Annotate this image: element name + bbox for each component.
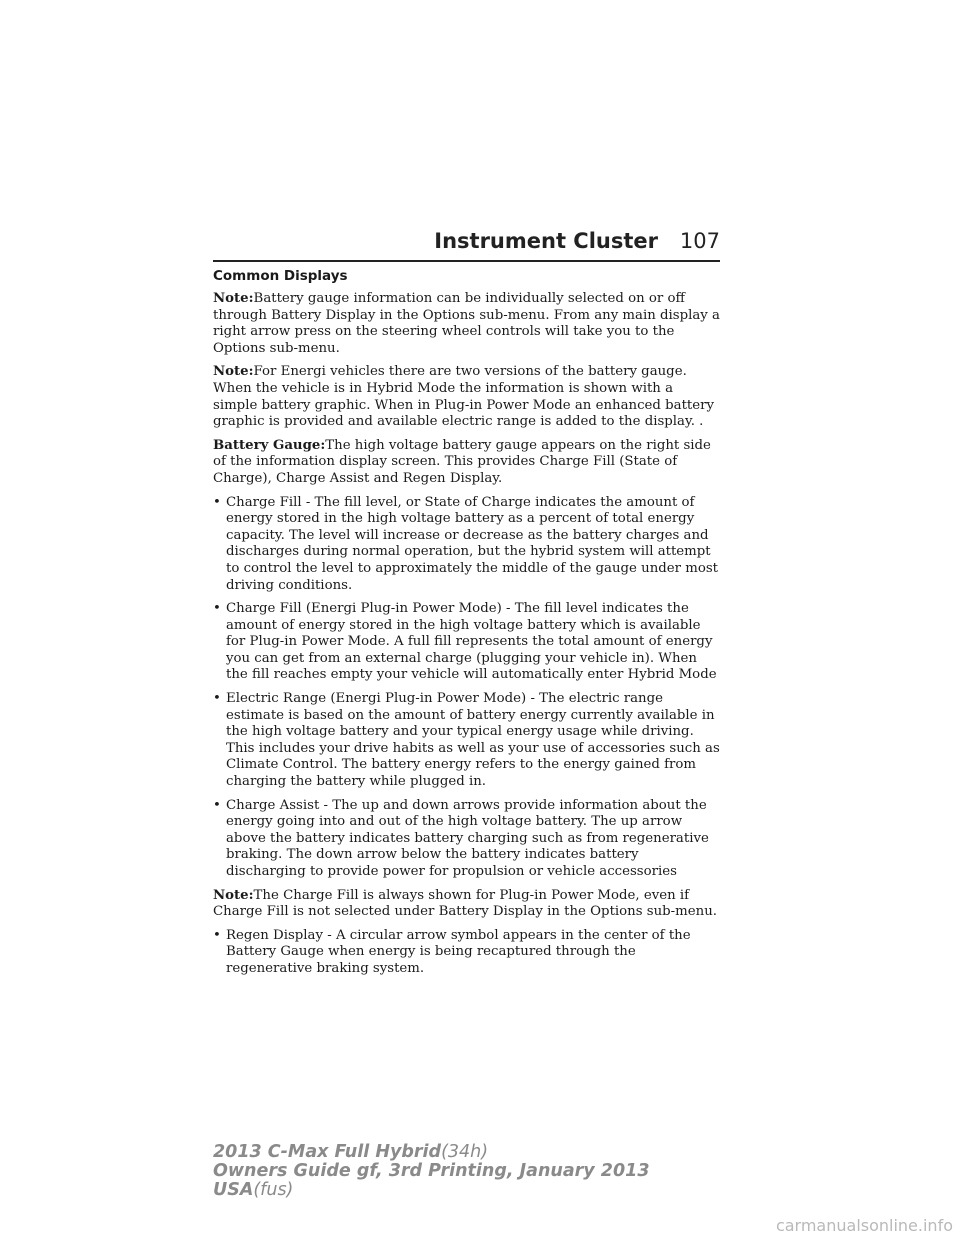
list-item	[213, 691, 720, 791]
bullet-list	[213, 495, 720, 881]
battery-gauge-paragraph	[213, 438, 720, 488]
bullet-icon: •	[213, 927, 221, 943]
note-paragraph	[213, 291, 720, 357]
bullet-list	[213, 928, 720, 978]
footer-market-code: (fus)	[253, 1180, 294, 1200]
note-label: Note:	[213, 291, 254, 306]
footer-code: (34h)	[441, 1142, 489, 1162]
list-item-text: Electric Range (Energi Plug-in Power Mode) - The electric range estimate is based on the amount of battery energy currently available in the high voltage battery and your typical energy usage while driving. This includes your drive habits as well as your use of accessories such as Climate Control. The battery energy refers to the energy gained from charging the battery while plugged in.	[226, 691, 720, 790]
bullet-icon: •	[213, 601, 221, 617]
list-item-text: Charge Fill - The fill level, or State of Charge indicates the amount of energy stored in the high voltage battery as a percent of total energy capacity. The level will increase or decrease as the battery charges and discharges during normal operation, but the hybrid system will attempt to control the level to approximately the middle of the gauge under most driving conditions.	[226, 494, 719, 593]
chapter-title: Instrument Cluster	[434, 229, 658, 253]
battery-gauge-label: Battery Gauge:	[213, 437, 326, 453]
bullet-icon: •	[213, 494, 221, 510]
note-text: The Charge Fill is always shown for Plug-in Power Mode, even if Charge Fill is not selected under Battery Display in the Options sub-menu.	[213, 887, 718, 920]
list-item-text: Charge Assist - The up and down arrows provide information about the energy going into and out of the high voltage battery. The up arrow above the battery indicates battery charging such as from regenerative braking. The down arrow below the battery indicates battery discharging to provide power for propulsion or vehicle accessories	[226, 797, 709, 879]
footer-line	[213, 1181, 650, 1200]
page-header	[213, 229, 720, 261]
list-item	[213, 928, 720, 978]
note-paragraph	[213, 364, 720, 430]
battery-gauge-text: The high voltage battery gauge appears on the right side of the information display screen. This provides Charge Fill (State of Charge), Charge Assist and Regen Display.	[213, 437, 711, 486]
note-label: Note:	[213, 887, 254, 903]
footer-line: Owners Guide gf, 3rd Printing, January 2013	[213, 1161, 650, 1181]
footer-line	[213, 1143, 650, 1162]
note-text: For Energi vehicles there are two versions of the battery gauge. When the vehicle is in Hybrid Mode the information is shown with a simple battery graphic. When in Plug-in Power Mode an enhanced battery graphic is provided and available electric range is added to the display. .	[213, 364, 715, 430]
note-paragraph	[213, 888, 720, 921]
list-item	[213, 495, 720, 595]
bullet-icon: •	[213, 691, 221, 707]
section-title: Common Displays	[213, 268, 348, 284]
page-number: 107	[679, 229, 720, 253]
list-item-text: Regen Display - A circular arrow symbol appears in the center of the Battery Gauge when energy is being recaptured through the regenerative braking system.	[226, 927, 691, 976]
note-text: Battery gauge information can be individually selected on or off through Battery Display in the Options sub-menu. From any main display a right arrow press on the steering wheel controls will take you to the Options sub-menu.	[213, 291, 720, 356]
bullet-icon: •	[213, 797, 221, 813]
footer-market: USA	[213, 1180, 254, 1200]
watermark: carmanualsonline.info	[775, 1216, 953, 1235]
header-divider	[213, 260, 720, 262]
list-item-text: Charge Fill (Energi Plug-in Power Mode) - The fill level indicates the amount of energy stored in the high voltage battery which is available for Plug-in Power Mode. A full fill represents the total amount of energy you can get from an external charge (plugging your vehicle in). When the fill reaches empty your vehicle will automatically enter Hybrid Mode	[226, 601, 717, 683]
footer-model: 2013 C-Max Full Hybrid	[213, 1142, 442, 1162]
page-footer	[213, 1143, 650, 1200]
note-label: Note:	[213, 364, 254, 380]
list-item	[213, 798, 720, 881]
list-item	[213, 601, 720, 684]
page-content	[213, 268, 720, 985]
